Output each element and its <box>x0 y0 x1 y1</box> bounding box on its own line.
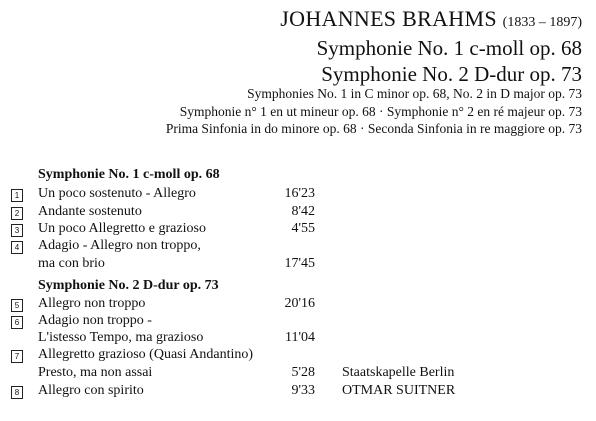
track-number: 2 <box>11 207 23 220</box>
track-row <box>0 383 596 401</box>
symphony-1-heading: Symphonie No. 1 c-moll op. 68 <box>316 36 582 60</box>
track-duration: 20'16 <box>284 296 315 311</box>
track-number: 4 <box>11 241 23 254</box>
translation-italian: Prima Sinfonia in do minore op. 68 · Seconda Sinfonia in re maggiore op. 73 <box>165 121 582 136</box>
translation-french: Symphonie n° 1 en ut mineur op. 68 · Symphonie n° 2 en ré majeur op. 73 <box>179 104 582 119</box>
symphony-2-heading: Symphonie No. 2 D-dur op. 73 <box>321 62 582 86</box>
work-2-title: Symphonie No. 2 D-dur op. 73 <box>38 278 219 293</box>
track-duration: 17'45 <box>284 256 315 271</box>
composer-dates: (1833 – 1897) <box>502 15 582 30</box>
track-duration: 11'04 <box>284 330 315 345</box>
track-row <box>0 296 596 314</box>
orchestra-name: Staatskapelle Berlin <box>342 365 455 380</box>
track-duration: 5'28 <box>291 365 315 380</box>
track-number: 5 <box>11 299 23 312</box>
track-row <box>0 347 596 383</box>
track-title: Adagio non troppo - <box>38 313 152 328</box>
track-title: Adagio - Allegro non troppo, <box>38 238 201 253</box>
track-title: Un poco sostenuto - Allegro <box>38 186 196 201</box>
track-title: Allegro con spirito <box>38 383 144 398</box>
track-number: 8 <box>11 386 23 399</box>
composer-heading <box>280 6 582 32</box>
track-title: Un poco Allegretto e grazioso <box>38 221 206 236</box>
track-title-continued: Presto, ma non assai <box>38 365 153 380</box>
track-title: Andante sostenuto <box>38 204 142 219</box>
track-row <box>0 238 596 274</box>
track-duration: 4'55 <box>291 221 315 236</box>
track-title: Allegretto grazioso (Quasi Andantino) <box>38 347 254 362</box>
track-number: 1 <box>11 189 23 202</box>
track-duration: 16'23 <box>284 186 315 201</box>
composer-name: JOHANNES BRAHMS <box>280 6 497 31</box>
track-duration: 9'33 <box>291 383 315 398</box>
track-title: Allegro non troppo <box>38 296 146 311</box>
translation-english: Symphonies No. 1 in C minor op. 68, No. 2 in D major op. 73 <box>247 86 582 101</box>
track-number: 3 <box>11 224 23 237</box>
work-1-title: Symphonie No. 1 c-moll op. 68 <box>38 167 220 182</box>
track-row <box>0 313 596 349</box>
track-duration: 8'42 <box>291 204 315 219</box>
track-row <box>0 186 596 204</box>
track-row <box>0 221 596 239</box>
conductor-name: OTMAR SUITNER <box>342 383 456 398</box>
track-title-continued: L'istesso Tempo, ma grazioso <box>38 330 204 345</box>
track-row <box>0 204 596 222</box>
track-title-continued: ma con brio <box>38 256 105 271</box>
track-number: 7 <box>11 350 23 363</box>
track-number: 6 <box>11 316 23 329</box>
